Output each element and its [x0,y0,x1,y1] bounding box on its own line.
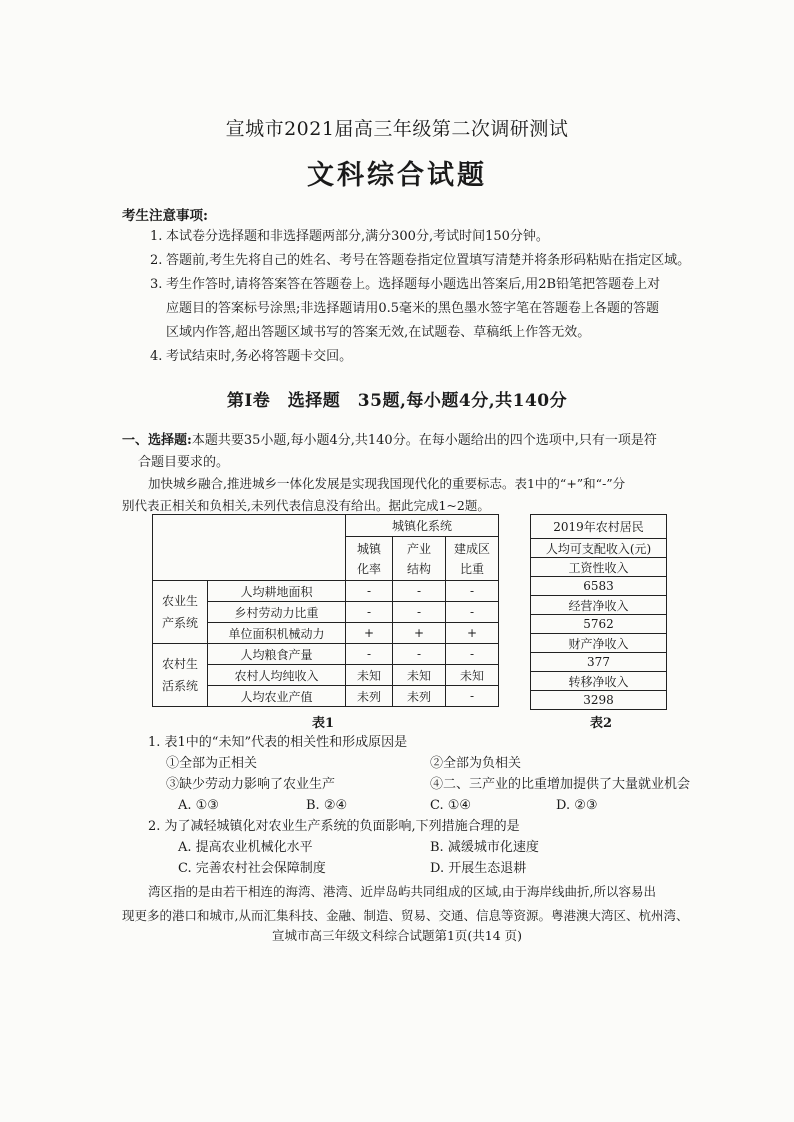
table1-col-header: 城镇 化率 [346,537,393,581]
passage-line1: 湾区指的是由若干相连的海湾、港湾、近岸岛屿共同组成的区域,由于海岸线曲折,所以容易出 [148,884,656,899]
table1-cell: - [393,602,446,623]
q1-choice-d: D. ②③ [556,798,598,813]
table1-cell: + [393,623,446,644]
table1-cell: + [346,623,393,644]
table1-cell: 未知 [393,665,446,686]
notice-item-1 [150,225,730,249]
table2-label: 工资性收入 [531,558,667,577]
q2-choice-c: C. 完善农村社会保障制度 [178,861,326,876]
q1-option-3: ③缺少劳动力影响了农业生产 [166,777,336,792]
table1-cell: 未知 [346,665,393,686]
table1-cell: + [446,623,499,644]
q2-choice-d: D. 开展生态退耕 [430,861,527,876]
notice-num: 2. [150,253,163,268]
table1-cell: 未列 [393,686,446,707]
intro-line1: 加快城乡融合,推进城乡一体化发展是实现我国现代化的重要标志。表1中的“+”和“-”分 [148,476,626,491]
table1-cell: - [446,581,499,602]
table1-row-label: 人均粮食产量 [208,644,346,665]
table1-col-header: 建成区 比重 [446,537,499,581]
table2 [530,514,667,710]
table1-cell: - [393,581,446,602]
q2-stem: 2. 为了减轻城镇化对农业生产系统的负面影响,下列措施合理的是 [148,819,520,834]
notice-text: 本试卷分选择题和非选择题两部分,满分300分,考试时间150分钟。 [166,229,549,244]
passage-paragraph [122,880,722,928]
table1-cell: 未知 [446,665,499,686]
table1-cell: - [446,602,499,623]
section1-text2: 合题目要求的。 [138,455,230,470]
q2-choice-b: B. 减缓城市化速度 [430,840,539,855]
table1-row-label: 农村人均纯收入 [208,665,346,686]
table1-cell: - [446,686,499,707]
notice-item-2 [150,249,730,273]
notice-num: 4. [150,349,163,364]
notice-item-4 [150,345,730,369]
table1-row-label: 人均耕地面积 [208,581,346,602]
table2-label: 财产净收入 [531,634,667,653]
q1-stem: 1. 表1中的“未知”代表的相关性和形成原因是 [148,735,408,750]
table2-label: 经营净收入 [531,596,667,615]
table1-cell: - [346,581,393,602]
subject-title: 文科综合试题 [307,160,487,191]
table1-row-label: 人均农业产值 [208,686,346,707]
table2-value: 377 [531,653,667,672]
table1-cell: - [446,644,499,665]
passage-line2: 现更多的港口和城市,从而汇集科技、金融、制造、贸易、交通、信息等资源。粤港澳大湾区、杭州湾、 [122,908,689,923]
intro-paragraph [122,473,722,517]
notice-text: 考生作答时,请将答案答在答题卷上。选择题每小题选出答案后,用2B铅笔把答题卷上对 [166,277,661,292]
q2-choice-a: A. 提高农业机械化水平 [178,840,313,855]
table2-label: 转移净收入 [531,672,667,691]
table1-group-name: 农村生 活系统 [153,644,208,707]
section1-heading [122,430,722,474]
q1-choice-c: C. ①④ [430,798,472,813]
table1-cell: - [346,602,393,623]
notice-text-cont: 区域内作答,超出答题区域书写的答案无效,在试题卷、草稿纸上作答无效。 [166,325,591,340]
q1-option-1: ①全部为正相关 [166,756,258,771]
notice-heading: 考生注意事项: [122,208,208,224]
table1-row-label: 乡村劳动力比重 [208,602,346,623]
notice-num: 3. [150,277,163,292]
table1-cell: - [346,644,393,665]
q1-choice-b: B. ②④ [306,798,348,813]
intro-line2: 别代表正相关和负相关,未列代表信息没有给出。据此完成1~2题。 [122,498,490,513]
table2-header: 2019年农村居民 [531,515,667,539]
page-footer: 宣城市高三年级文科综合试题第1页(共14 页) [271,928,523,943]
table2-header: 人均可支配收入(元) [531,539,667,558]
notice-text: 答题前,考生先将自己的姓名、考号在答题卷指定位置填写清楚并将条形码粘贴在指定区域。 [166,253,691,268]
notice-num: 1. [150,229,163,244]
q1-option-4: ④二、三产业的比重增加提供了大量就业机会 [430,777,691,792]
exam-title: 宣城市2021届高三年级第二次调研测试 [225,118,569,140]
table1-group-header: 城镇化系统 [346,515,499,537]
q1-option-2: ②全部为负相关 [430,756,522,771]
part1-heading: 第Ⅰ卷 选择题 35题,每小题4分,共140分 [226,391,568,411]
table1-cell: 未列 [346,686,393,707]
table1-group-name: 农业生 产系统 [153,581,208,644]
notice-text-cont: 应题目的答案标号涂黑;非选择题请用0.5毫米的黑色墨水签字笔在答题卷上各题的答题 [166,301,660,316]
notice-text: 考试结束时,务必将答题卡交回。 [166,349,353,364]
table1-caption: 表1 [312,716,335,731]
table1-row-label: 单位面积机械动力 [208,623,346,644]
notice-item-3 [150,273,730,345]
table1 [152,514,499,707]
table2-caption: 表2 [590,716,613,731]
section1-text: 本题共要35小题,每小题4分,共140分。在每小题给出的四个选项中,只有一项是符 [191,433,657,448]
table1-col-header: 产业 结构 [393,537,446,581]
q1-choice-a: A. ①③ [178,798,219,813]
table2-value: 6583 [531,577,667,596]
table2-value: 5762 [531,615,667,634]
section1-label: 一、选择题: [122,433,192,448]
table1-cell: - [393,644,446,665]
table1-corner [153,515,346,581]
table2-value: 3298 [531,691,667,710]
